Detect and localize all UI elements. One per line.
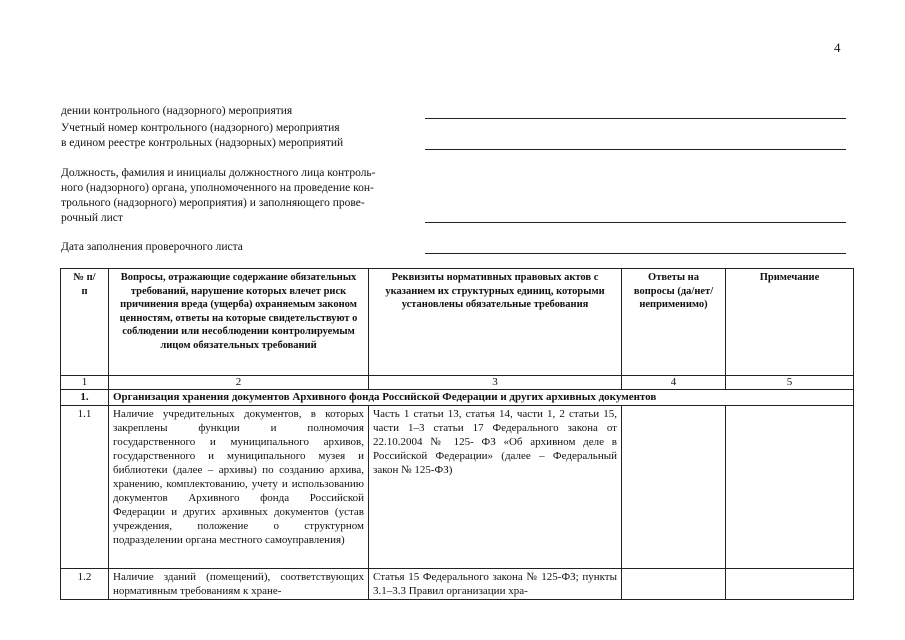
checklist-table [60, 268, 854, 600]
field-label-line: рочный лист [61, 212, 123, 224]
section-title: Организация хранения документов Архивного фонда Российской Федерации и других архивных документов [109, 390, 854, 406]
field-label-inspector [61, 166, 376, 226]
row-answer-cell[interactable] [622, 569, 726, 600]
table-row [61, 569, 854, 600]
row-question: Наличие зданий (помещений), соответствующих нормативным требованиям к хране- [109, 569, 369, 600]
row-answer-cell[interactable] [622, 406, 726, 569]
field-label-line: в едином реестре контрольных (надзорных) мероприятий [61, 137, 344, 149]
column-number-row [61, 376, 854, 390]
column-number: 2 [109, 376, 369, 390]
field-label-line: Учетный номер контрольного (надзорного) мероприятия [61, 122, 340, 134]
row-question: Наличие учредительных документов, в которых закреплены функции и полномочия государственного и муниципального архивов, государственного и муниципального музея и библиотеки (далее – архивы) по созданию архива, хранению, комплектованию, учету и использованию документов Архивного фонда Российской Федерации и других архивных документов (устав учреждения, положение о структурном подразделении органа местного самоуправления) [109, 406, 369, 569]
header-legal-act: Реквизиты нормативных правовых актов с указанием их структурных единиц, которыми установлены обязательные требования [369, 269, 622, 376]
table-header-row [61, 269, 854, 376]
page-number: 4 [834, 40, 841, 55]
field-label-fill-date: Дата заполнения проверочного листа [61, 241, 243, 253]
field-label-event-info: дении контрольного (надзорного) мероприятия [61, 105, 293, 117]
field-line-event-info [425, 118, 846, 119]
column-number: 3 [369, 376, 622, 390]
field-label-registry-number [61, 121, 343, 151]
row-legal-act: Статья 15 Федерального закона № 125-ФЗ; пункты 3.1–3.3 Правил организации хра- [369, 569, 622, 600]
section-row [61, 390, 854, 406]
column-number: 4 [622, 376, 726, 390]
row-legal-act: Часть 1 статьи 13, статья 14, части 1, 2 статьи 15, части 1–3 статьи 17 Федерального закона от 22.10.2004 № 125- ФЗ «Об архивном деле в Российской Федерации» (далее – Федеральный закон № 125-ФЗ) [369, 406, 622, 569]
header-answer: Ответы на вопросы (да/нет/ неприменимо) [622, 269, 726, 376]
section-number: 1. [61, 390, 109, 406]
field-label-line: трольного (надзорного) мероприятия) и заполняющего прове- [61, 197, 365, 209]
field-line-fill-date [425, 253, 846, 254]
row-note-cell[interactable] [726, 569, 854, 600]
column-number: 5 [726, 376, 854, 390]
field-line-inspector [425, 222, 846, 223]
header-question: Вопросы, отражающие содержание обязательных требований, нарушение которых влечет риск причинения вреда (ущерба) охраняемым законом ценностям, ответы на которые свидетельствуют о соблюдении или несоблюдении контролируемым лицом обязательных требований [109, 269, 369, 376]
column-number: 1 [61, 376, 109, 390]
row-number: 1.1 [61, 406, 109, 569]
header-note: Примечание [726, 269, 854, 376]
header-number: № п/п [61, 269, 109, 376]
field-label-line: ного (надзорного) органа, уполномоченного на проведение кон- [61, 182, 374, 194]
row-note-cell[interactable] [726, 406, 854, 569]
table-row [61, 406, 854, 569]
row-number: 1.2 [61, 569, 109, 600]
field-label-line: Должность, фамилия и инициалы должностного лица контроль- [61, 167, 376, 179]
field-line-registry-number [425, 149, 846, 150]
